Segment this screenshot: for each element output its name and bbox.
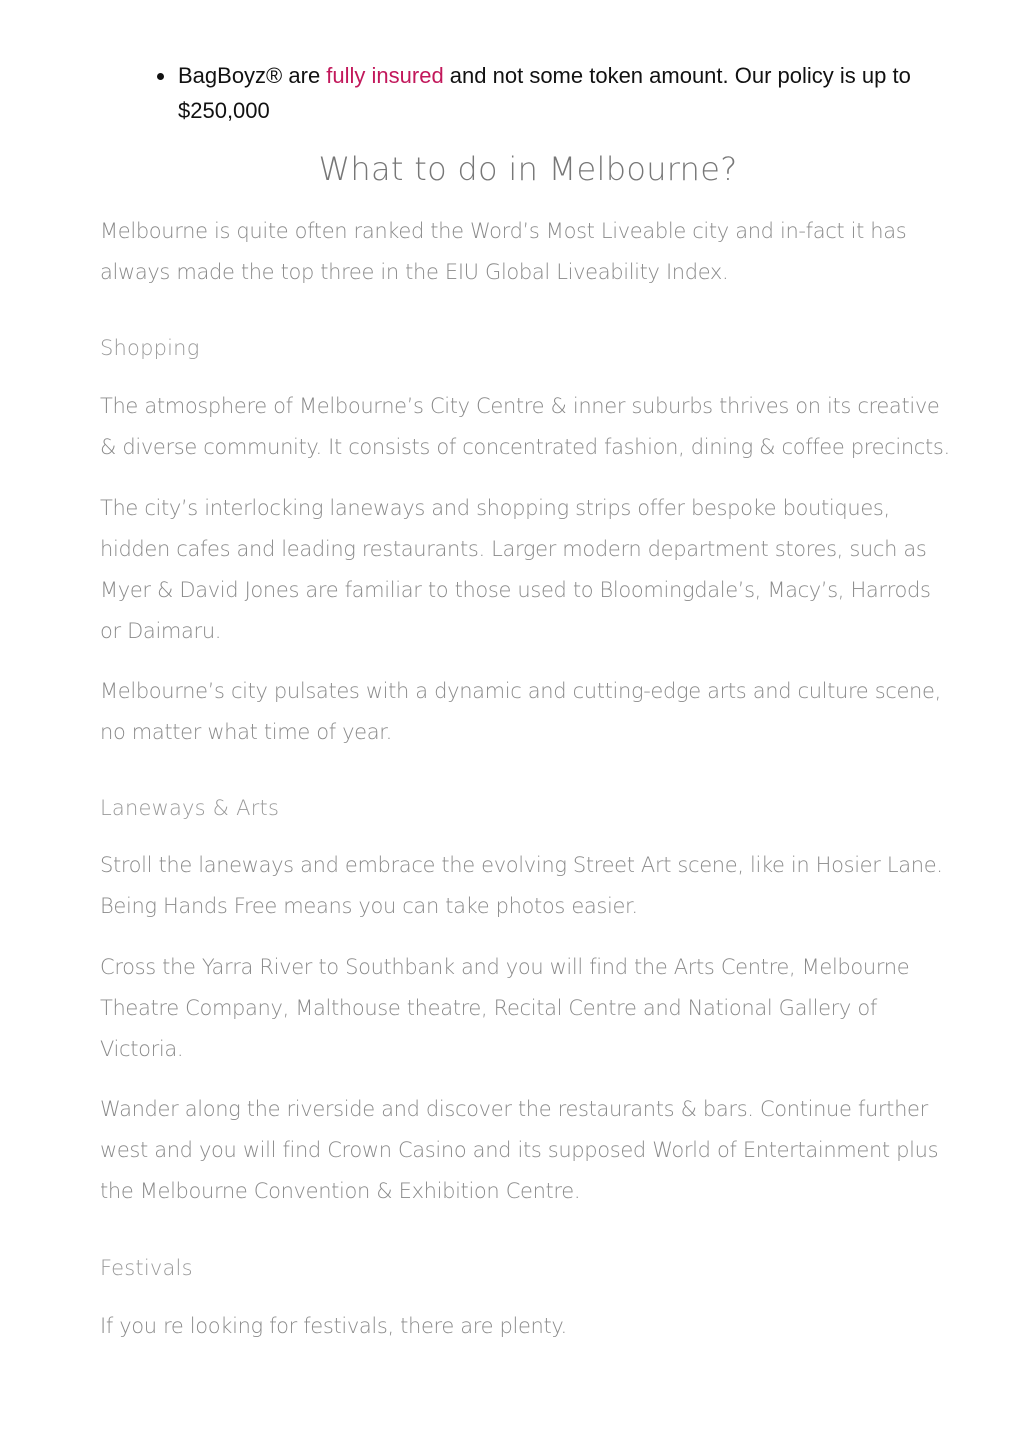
laneways-paragraph-3: Wander along the riverside and discover the restaurants & bars. Continue further west and you will find Crown Casino and its supposed World of Entertainment plus the Melbourne Convention & Exhibition Centre.: [100, 1097, 939, 1203]
insurance-bullet-item: [178, 58, 958, 128]
page-title: What to do in Melbourne?: [318, 150, 738, 188]
bullet-dot-icon: [157, 73, 164, 80]
shopping-paragraph-3: Melbourne’s city pulsates with a dynamic and cutting-edge arts and culture scene, no matter what time of year.: [100, 679, 941, 744]
section-heading-shopping: Shopping: [100, 336, 200, 360]
fully-insured-link[interactable]: fully insured: [326, 63, 444, 88]
section-heading-festivals: Festivals: [100, 1256, 193, 1280]
laneways-paragraph-2: Cross the Yarra River to Southbank and you will find the Arts Centre, Melbourne Theatre Company, Malthouse theatre, Recital Centre and National Gallery of Victoria.: [100, 955, 910, 1061]
bullet-suffix-text: and not some token amount. Our policy is up to $250,000: [178, 63, 911, 123]
bullet-prefix-text: BagBoyz® are: [178, 63, 327, 88]
insurance-bullet-list: [178, 58, 958, 128]
shopping-paragraph-2: The city’s interlocking laneways and shopping strips offer bespoke boutiques, hidden cafes and leading restaurants. Larger modern department stores, such as Myer & David Jones are familiar to those used to Bloomingdale’s, Macy’s, Harrods or Daimaru.: [100, 496, 931, 643]
intro-paragraph: Melbourne is quite often ranked the Word’s Most Liveable city and in-fact it has always made the top three in the EIU Global Liveability Index.: [100, 219, 907, 284]
section-heading-laneways-arts: Laneways & Arts: [100, 796, 280, 820]
shopping-paragraph-1: The atmosphere of Melbourne’s City Centre & inner suburbs thrives on its creative & diverse community. It consists of concentrated fashion, dining & coffee precincts.: [100, 394, 950, 459]
festivals-paragraph-1: If you re looking for festivals, there are plenty.: [100, 1314, 567, 1338]
laneways-paragraph-1: Stroll the laneways and embrace the evolving Street Art scene, like in Hosier Lane. Being Hands Free means you can take photos easier.: [100, 853, 943, 918]
